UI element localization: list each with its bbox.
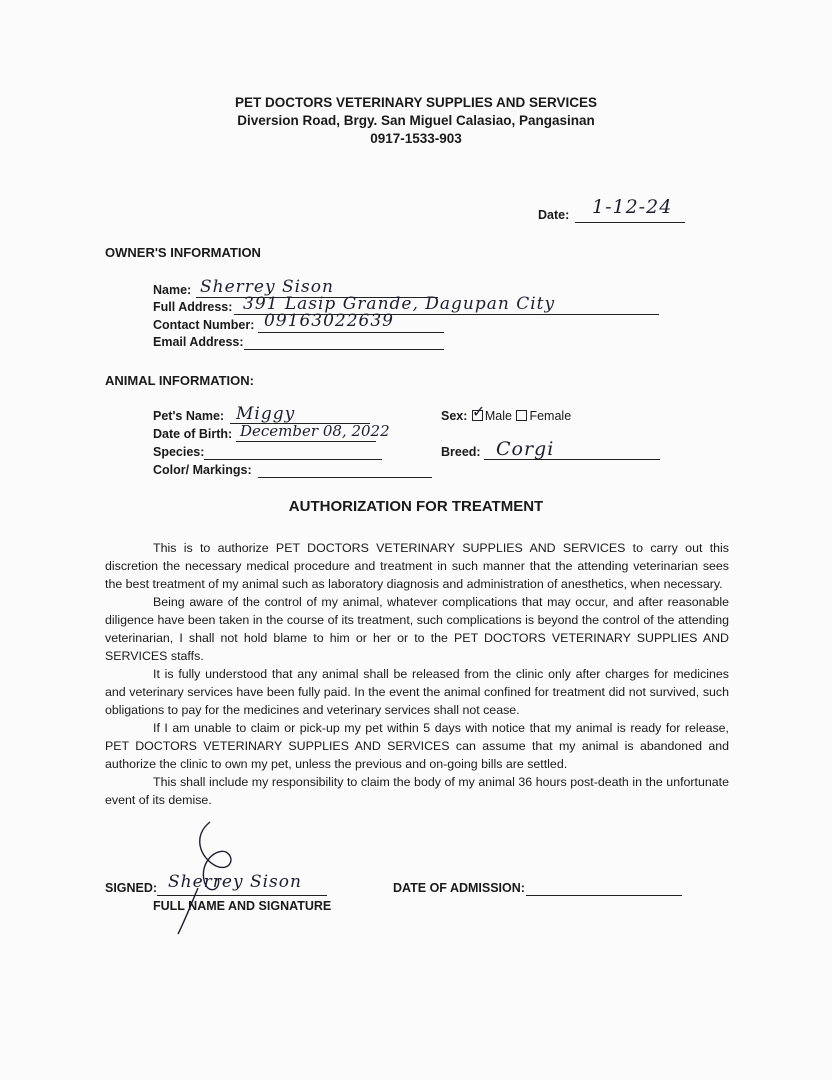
paragraph-4: If I am unable to claim or pick-up my pet within 5 days with notice that my animal is ready for release, PET DOCTORS VETERINARY SUPPLIES AND SERVICES can assume that my animal is abandoned and authorize the clinic to own my pet, unless the previous and on-going bills are settled. xyxy=(105,721,729,771)
paragraph-3: It is fully understood that any animal shall be released from the clinic only after charges for medicines and veterinary services have been fully paid. In the event the animal confined for treatment did not survived, such obligations to pay for the medicines and veterinary services shall not cease. xyxy=(105,667,729,717)
letterhead xyxy=(0,94,832,148)
male-option-label: Male xyxy=(484,409,512,423)
checkmark-icon: ✓ xyxy=(471,404,486,421)
owner-contact-label: Contact Number: xyxy=(153,318,255,332)
owner-name-value: Sherrey Sison xyxy=(200,277,334,297)
breed-label: Breed: xyxy=(441,445,481,459)
sex-field xyxy=(441,404,572,423)
color-markings-line xyxy=(258,460,432,478)
admission-date-label: DATE OF ADMISSION: xyxy=(393,881,525,895)
sex-label: Sex: xyxy=(441,409,468,423)
company-phone: 0917-1533-903 xyxy=(370,131,462,146)
authorization-title: AUTHORIZATION FOR TREATMENT xyxy=(288,498,544,515)
signature-scribble xyxy=(170,818,240,938)
company-name: PET DOCTORS VETERINARY SUPPLIES AND SERVICES xyxy=(234,95,598,110)
signature-caption: FULL NAME AND SIGNATURE xyxy=(153,899,332,913)
signed-name-value: Sherrey Sison xyxy=(168,872,302,892)
species-line xyxy=(204,442,382,460)
female-option-label: Female xyxy=(529,409,572,423)
dob-label: Date of Birth: xyxy=(153,427,233,441)
owner-contact-value: 09163022639 xyxy=(264,311,394,331)
paragraph-2: Being aware of the control of my animal, whatever complications that may occur, and after reasonable diligence have been taken in the course of its treatment, such complications is beyond the control of the attending veterinarian, I shall not hold blame to him or her or to the PET DOCTORS VETERINARY SUPPLIES AND SERVICES staffs. xyxy=(105,595,729,663)
owner-address-value: 391 Lasip Grande, Dagupan City xyxy=(243,294,556,314)
owner-email-line xyxy=(244,332,444,350)
species-label: Species: xyxy=(153,445,205,459)
admission-date-line xyxy=(526,878,682,896)
authorization-body xyxy=(105,539,729,809)
paragraph-1: This is to authorize PET DOCTORS VETERINARY SUPPLIES AND SERVICES to carry out this discretion the necessary medical procedure and treatment in such manner that the attending veterinarian sees the best treatment of my animal such as laboratory diagnosis and administration of anesthetics, when necessary. xyxy=(105,541,729,591)
owner-address-label: Full Address: xyxy=(153,300,233,314)
color-markings-label: Color/ Markings: xyxy=(153,463,252,477)
owner-email-label: Email Address: xyxy=(153,335,244,349)
owner-name-label: Name: xyxy=(153,283,192,297)
paragraph-5: This shall include my responsibility to claim the body of my animal 36 hours post-death in the unfortunate event of its demise. xyxy=(105,775,729,807)
date-label: Date: xyxy=(538,208,570,222)
female-checkbox[interactable] xyxy=(516,410,527,421)
pet-name-label: Pet's Name: xyxy=(153,409,225,423)
owner-section-title: OWNER'S INFORMATION xyxy=(105,245,261,260)
signed-label: SIGNED: xyxy=(105,881,158,895)
dob-value: December 08, 2022 xyxy=(240,422,390,440)
animal-section-title: ANIMAL INFORMATION: xyxy=(105,373,254,388)
breed-value: Corgi xyxy=(496,438,555,460)
date-value: 1-12-24 xyxy=(592,196,673,218)
company-address: Diversion Road, Brgy. San Miguel Calasiao, Pangasinan xyxy=(237,113,595,128)
male-checkbox[interactable] xyxy=(471,404,486,421)
pet-name-value: Miggy xyxy=(236,404,296,424)
